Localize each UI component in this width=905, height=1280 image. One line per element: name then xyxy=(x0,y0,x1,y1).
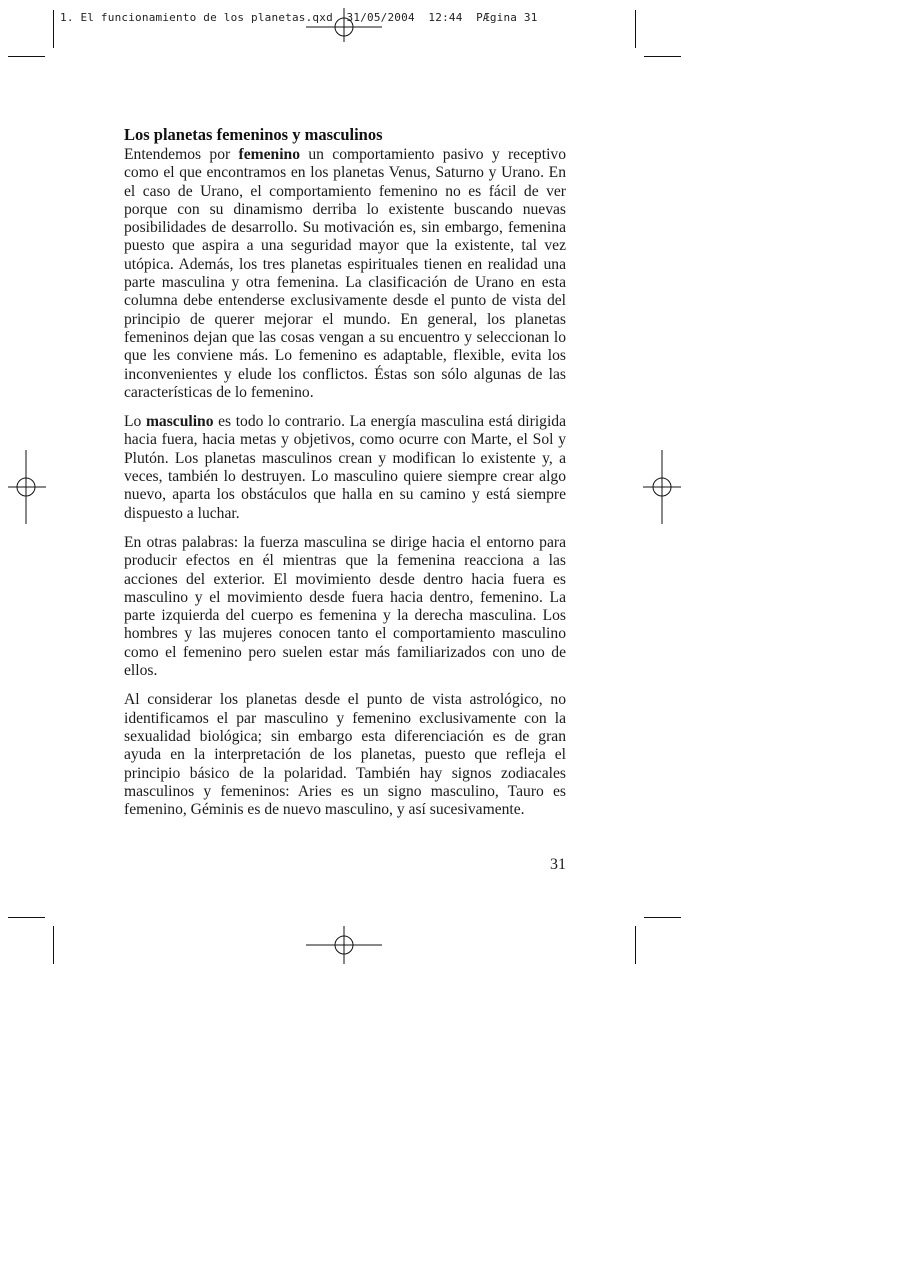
crop-mark-bottom-right-vertical xyxy=(635,926,636,964)
crop-mark-top-right-horizontal xyxy=(644,56,681,57)
paragraph-1-body: un comportamiento pasivo y receptivo como el que encontramos en los planetas Venus, Saturno y Urano. En el caso de Urano, el comportamiento femenino no es fácil de ver porque con su dinamismo derriba lo existente buscando nuevas posibilidades de desarrollo. Su motivación es, sin embargo, femenina puesto que aspira a una seguridad mayor que la existente, tal vez utópica. Además, los tres planetas espirituales tienen en realidad una parte masculina y otra femenina. La clasificación de Urano en esta columna debe entenderse exclusivamente desde el punto de vista del principio de querer mejorar el mundo. En general, los planetas femeninos dejan que las cosas vengan a su encuentro y seleccionan lo que les conviene más. Lo femenino es adaptable, flexible, evita los inconvenientes y elude los conflictos. Éstas son sólo algunas de las características de lo femenino. xyxy=(124,146,566,401)
paragraph-femenino xyxy=(124,146,566,402)
crop-mark-top-left-vertical xyxy=(53,10,54,48)
registration-mark-left-icon xyxy=(8,450,46,524)
registration-mark-top-icon xyxy=(306,8,382,42)
paragraph-2-lead: Lo xyxy=(124,413,146,431)
print-slug: 1. El funcionamiento de los planetas.qxd 31/05/2004 12:44 PÆgina 31 xyxy=(60,11,538,24)
body-text-column xyxy=(124,125,566,830)
paragraph-otras-palabras: En otras palabras: la fuerza masculina se dirige hacia el entorno para producir efectos en él mientras que la femenina reacciona a las acciones del exterior. El movimiento desde dentro hacia fuera es masculino y el movimiento desde fuera hacia dentro, femenino. La parte izquierda del cuerpo es femenina y la derecha masculina. Los hombres y las mujeres conocen tanto el comportamiento masculino como el femenino pero suelen estar más familiarizados con uno de ellos. xyxy=(124,533,566,680)
paragraph-1-lead: Entendemos por xyxy=(124,146,239,163)
paragraph-2-body: es todo lo contrario. La energía masculina está dirigida hacia fuera, hacia metas y objetivos, como ocurre con Marte, el Sol y Plutón. Los planetas masculinos crean y modifican lo existente y, a veces, también lo destruyen. Lo masculino quiere siempre crear algo nuevo, aparta los obstáculos que halla en su camino y está siempre dispuesto a luchar. xyxy=(124,413,566,522)
registration-mark-right-icon xyxy=(643,450,681,524)
term-femenino: femenino xyxy=(238,146,301,163)
page-number: 31 xyxy=(550,856,566,873)
registration-mark-bottom-icon xyxy=(306,926,382,964)
crop-mark-top-right-vertical xyxy=(635,10,636,48)
crop-mark-bottom-left-vertical xyxy=(53,926,54,964)
crop-mark-bottom-left-horizontal xyxy=(8,917,45,918)
paragraph-punto-de-vista-astrologico: Al considerar los planetas desde el punto de vista astrológico, no identificamos el par masculino y femenino exclusivamente con la sexualidad biológica; sin embargo esta diferenciación es de gran ayuda en la interpretación de los planetas, puesto que refleja el principio básico de la polaridad. También hay signos zodiacales masculinos y femeninos: Aries es un signo masculino, Tauro es femenino, Géminis es de nuevo masculino, y así sucesivamente. xyxy=(124,691,566,819)
term-masculino: masculino xyxy=(145,413,214,431)
crop-mark-bottom-right-horizontal xyxy=(644,917,681,918)
section-title: Los planetas femeninos y masculinos xyxy=(124,125,383,144)
paragraph-masculino xyxy=(124,413,566,523)
crop-mark-top-left-horizontal xyxy=(8,56,45,57)
